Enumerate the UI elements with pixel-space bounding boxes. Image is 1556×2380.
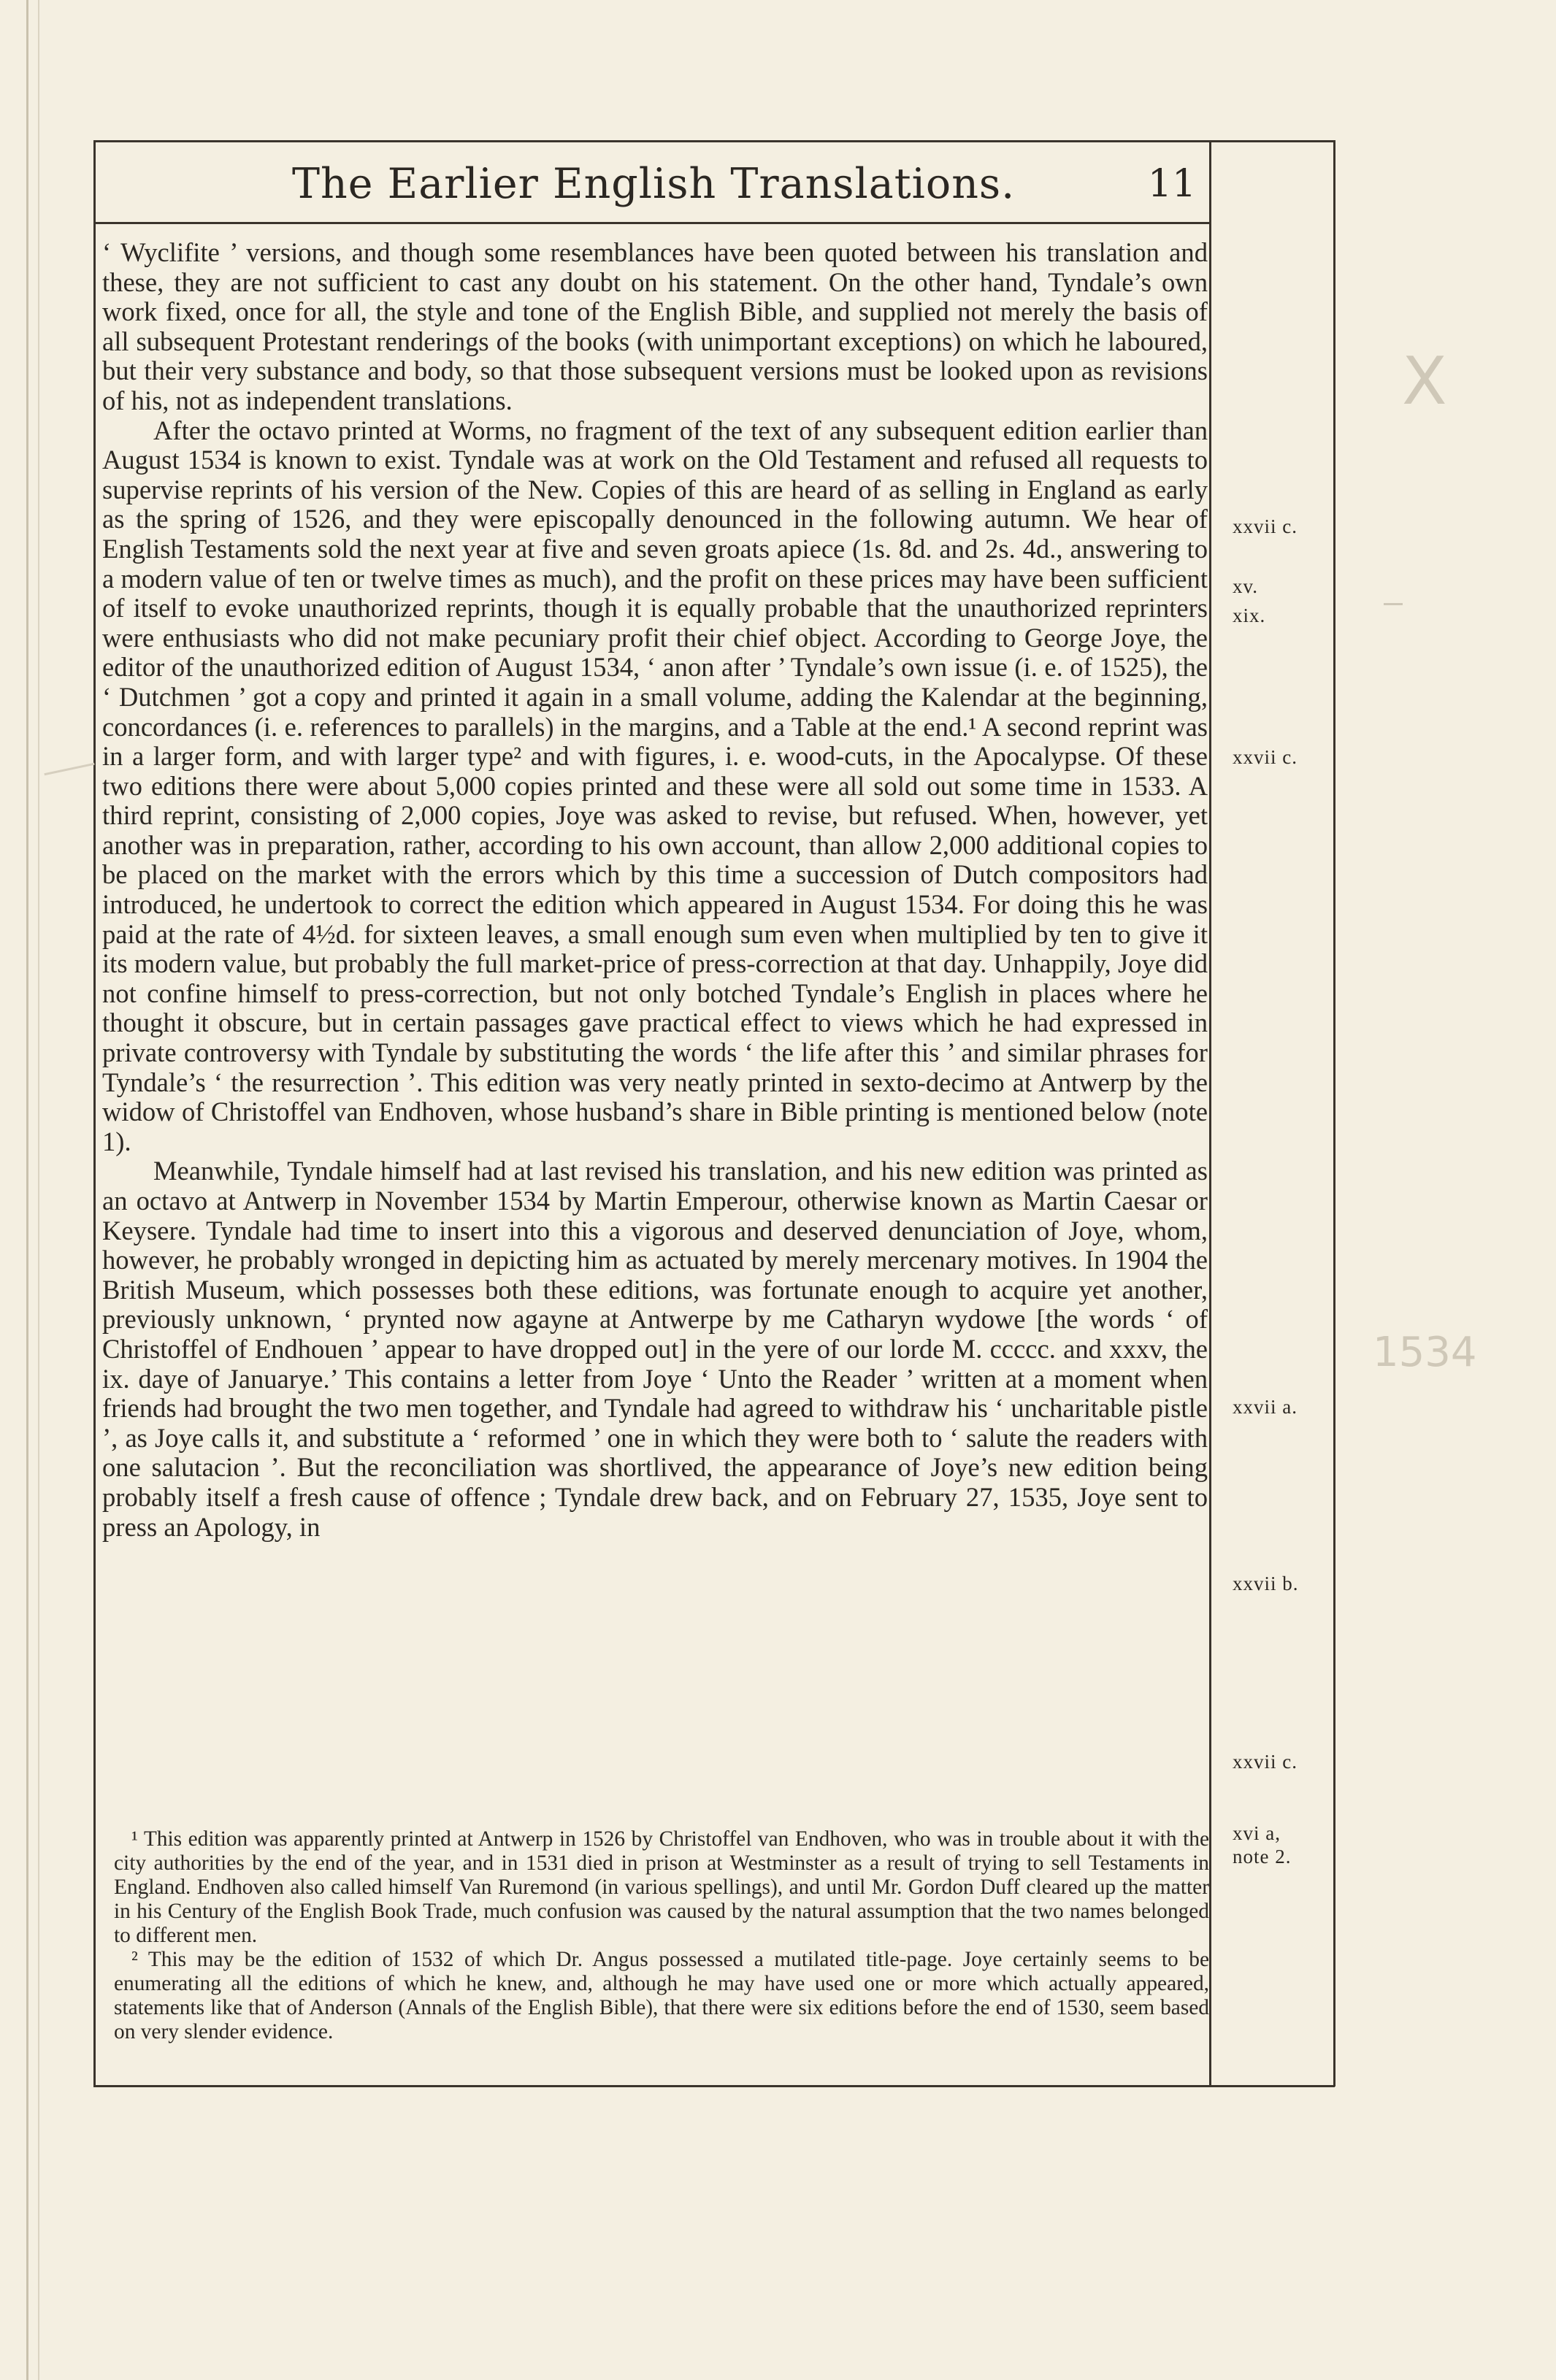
margin-note: xxvii a. xyxy=(1233,1396,1298,1418)
right-frame-rule xyxy=(1333,140,1335,2087)
column-divider-rule xyxy=(1209,140,1211,2087)
scan-edge-left xyxy=(26,0,28,2380)
paragraph: After the octavo printed at Worms, no fragment of the text of any subsequent edition earlier than August 1534 is known to exist. Tyndale was at work on the Old Testament and refused all requests to supervise reprints of his version of the New. Copies of this are heard of as selling in England as early as the spring of 1526, and they were episcopally denounced in the following autumn. We hear of English Testaments sold the next year at five and seven groats apiece (1s. 8d. and 2s. 4d., answering to a modern value of ten or twelve times as much), and the profit on these prices may have been sufficient of itself to evoke unauthorized reprints, though it is equally probable that the unauthorized reprinters were enthusiasts who did not make pecuniary profit their chief object. According to George Joye, the editor of the unauthorized edition of August 1534, ‘ anon after ’ Tyndale’s own issue (i. e. of 1525), the ‘ Dutchmen ’ got a copy and printed it again in a small volume, adding the Kalendar at the beginning, concordances (i. e. references to parallels) in the margins, and a Table at the end.¹ A second reprint was in a larger form, and with larger type² and with figures, i. e. wood-cuts, in the Apocalypse. Of these two editions there were about 5,000 copies printed and these were all sold out some time in 1533. A third reprint, consisting of 2,000 copies, Joye was asked to revise, but refused. When, however, yet another was in preparation, rather, according to his own account, than allow 2,000 additional copies to be placed on the market with the errors which by this time a succession of Dutch compositors had introduced, he undertook to correct the edition which appeared in August 1534. For doing this he was paid at the rate of 4½d. for sixteen leaves, a small enough sum even when multiplied by ten to give it its modern value, but probably the full market-price of press-correction at that day. Unhappily, Joye did not confine himself to press-correction, but not only botched Tyndale’s English in places where he thought it obscure, but in certain passages gave practical effect to views which he had expressed in private controversy with Tyndale by substituting the words ‘ the life after this ’ and similar phrases for Tyndale’s ‘ the resurrection ’. This edition was very neatly printed in sexto-decimo at Antwerp by the widow of Christoffel van Endhoven, whose husband’s share in Bible printing is mentioned below (note 1). xyxy=(102,415,1208,1156)
margin-note: xxvii b. xyxy=(1233,1573,1299,1594)
body-text xyxy=(102,238,1208,1542)
margin-note: xxvii c. xyxy=(1233,515,1298,537)
page-number: 11 xyxy=(1147,162,1197,206)
margin-note: note 2. xyxy=(1233,1846,1292,1867)
footnote: ¹ This edition was apparently printed at Antwerp in 1526 by Christoffel van Endhoven, who was in trouble about it with the city authorities by the end of the year, and in 1531 died in prison at Westminster as a result of trying to sell Testaments in England. Endhoven also called himself Van Ruremond (in various spellings), and until Mr. Gordon Duff cleared up the matter in his Century of the English Book Trade, much confusion was caused by the natural assumption that the two names belonged to different men. xyxy=(114,1827,1209,1947)
margin-note: xv. xyxy=(1233,575,1258,597)
margin-note: xvi a, xyxy=(1233,1822,1281,1844)
header-underline xyxy=(93,222,1209,224)
footnote: ² This may be the edition of 1532 of which Dr. Angus possessed a mutilated title-page. Joye certainly seems to be enumerating all the editions of which he knew, and, although he may have used one or more which actually appeared, statements like that of Anderson (Annals of the English Bible), that there were six editions before the end of 1530, seem based on very slender evidence. xyxy=(114,1948,1209,2043)
left-frame-rule xyxy=(93,140,96,2087)
bottom-rule xyxy=(93,2085,1335,2087)
scan-edge-left-inner xyxy=(38,0,39,2380)
pencil-stroke xyxy=(44,763,94,775)
pencil-dash xyxy=(1384,603,1403,605)
pencil-mark: 1534 xyxy=(1373,1329,1477,1376)
paragraph: Meanwhile, Tyndale himself had at last revised his translation, and his new edition was printed as an octavo at Antwerp in November 1534 by Martin Emperour, otherwise known as Martin Caesar or Keysere. Tyndale had time to insert into this a vigorous and deserved denunciation of Joye, whom, however, he probably wronged in depicting him as actuated by merely mercenary motives. In 1904 the British Museum, which possesses both these editions, was fortunate enough to acquire yet another, previously unknown, ‘ prynted now agayne at Antwerpe by me Catharyn wydowe [the words ‘ of Christoffel of Endhouen ’ appear to have dropped out] in the yere of our lorde M. ccccc. and xxxv, the ix. daye of Januarye.’ This contains a letter from Joye ‘ Unto the Reader ’ written at a moment when friends had brought the two men together, and Tyndale had agreed to withdraw his ‘ uncharitable pistle ’, as Joye calls it, and substitute a ‘ reformed ’ one in which they were both to ‘ salute the readers with one salutacion ’. But the reconciliation was shortlived, the appearance of Joye’s new edition being probably itself a fresh cause of offence ; Tyndale drew back, and on February 27, 1535, Joye sent to press an Apology, in xyxy=(102,1156,1208,1542)
pencil-mark: X xyxy=(1402,343,1447,420)
footnotes xyxy=(114,1827,1209,2044)
margin-note: xxvii c. xyxy=(1233,1751,1298,1773)
running-header-title: The Earlier English Translations. xyxy=(292,160,1016,208)
margin-note: xix. xyxy=(1233,604,1266,626)
margin-note: xxvii c. xyxy=(1233,746,1298,768)
top-rule xyxy=(93,140,1335,142)
paragraph: ‘ Wyclifite ’ versions, and though some resemblances have been quoted between his translation and these, they are not sufficient to cast any doubt on his statement. On the other hand, Tyndale’s own work fixed, once for all, the style and tone of the English Bible, and supplied not merely the basis of all subsequent Protestant renderings of the books (with unimportant exceptions) on which he laboured, but their very substance and body, so that those subsequent versions must be looked upon as revisions of his, not as independent translations. xyxy=(102,237,1208,415)
